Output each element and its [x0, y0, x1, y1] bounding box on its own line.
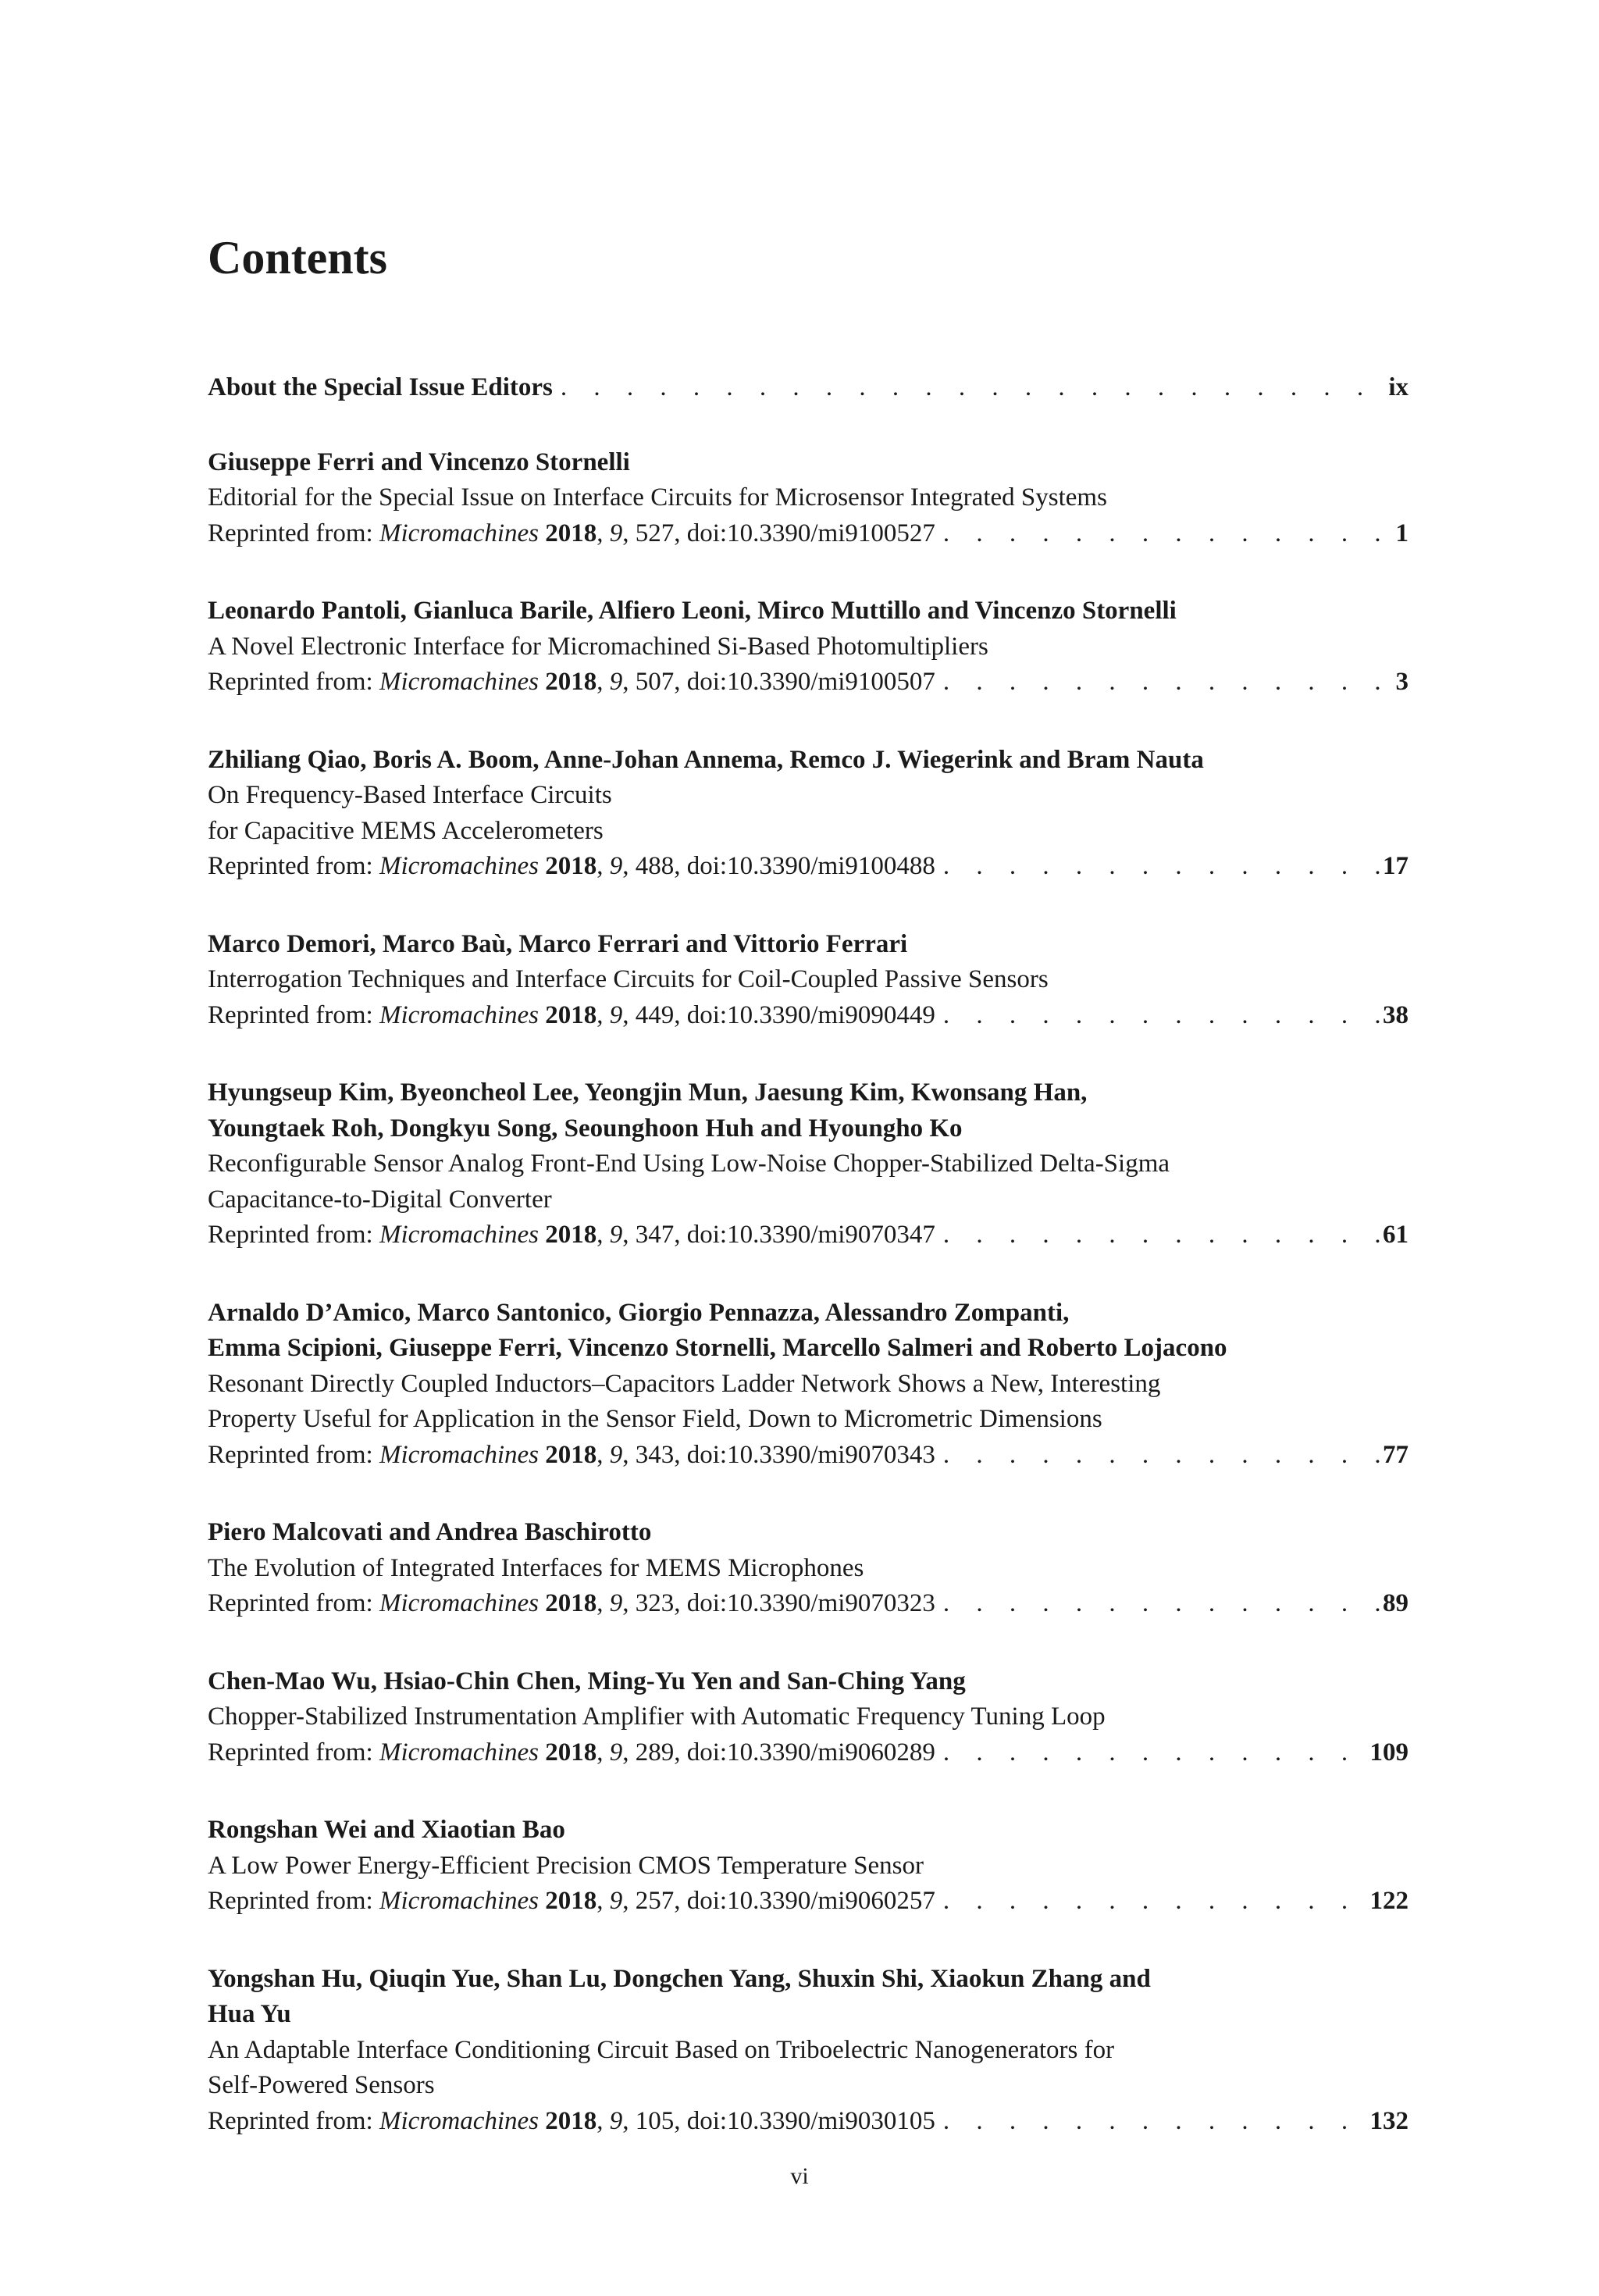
- entry-authors: Piero Malcovati and Andrea Baschirotto: [208, 1518, 652, 1546]
- entry-reprint-citation: [208, 1884, 935, 1920]
- citation-reprint-prefix: Reprinted from:: [208, 668, 379, 696]
- entry-reprint-row: [208, 665, 1408, 701]
- entry-reprint-citation: [208, 998, 935, 1034]
- entry-title: Reconfigurable Sensor Analog Front-End Using Low-Noise Chopper-Stabilized Delta-Sigma: [208, 1150, 1170, 1178]
- entry-reprint-citation: [208, 2104, 935, 2140]
- toc-entry-about: [208, 370, 1408, 406]
- citation-separator: ,: [597, 1440, 610, 1469]
- citation-year: 2018: [545, 2106, 597, 2135]
- entry-reprint-row: [208, 2104, 1408, 2140]
- citation-reprint-prefix: Reprinted from:: [208, 1589, 379, 1617]
- citation-rest: , 449, doi:10.3390/mi9090449: [622, 1000, 935, 1029]
- page-number: 1: [1395, 519, 1408, 547]
- entry-reprint-row: [208, 1586, 1408, 1622]
- citation-year: 2018: [545, 1440, 597, 1469]
- toc-entry: [208, 1813, 1408, 1920]
- entry-reprint-row: [208, 1218, 1408, 1253]
- page-number: 17: [1383, 852, 1408, 880]
- toc-entry: [208, 445, 1408, 552]
- contents-page: [208, 226, 1408, 2181]
- toc-entry: [208, 1664, 1408, 1771]
- entry-authors: Zhiliang Qiao, Boris A. Boom, Anne-Johan Annema, Remco J. Wiegerink and Bram Nauta: [208, 745, 1204, 774]
- page-number: 3: [1395, 668, 1408, 696]
- entry-authors: Marco Demori, Marco Baù, Marco Ferrari and Vittorio Ferrari: [208, 929, 908, 958]
- toc-entry: [208, 743, 1408, 885]
- entry-authors: Rongshan Wei and Xiaotian Bao: [208, 1816, 565, 1844]
- citation-year: 2018: [545, 852, 597, 880]
- citation-volume: 9: [609, 2106, 623, 2135]
- entry-authors: Yongshan Hu, Qiuqin Yue, Shan Lu, Dongchen Yang, Shuxin Shi, Xiaokun Zhang and: [208, 1964, 1151, 1993]
- toc-entries: [208, 445, 1408, 2140]
- entry-title: A Novel Electronic Interface for Micromachined Si-Based Photomultipliers: [208, 632, 988, 661]
- toc-entry: [208, 1075, 1408, 1253]
- entry-authors: Leonardo Pantoli, Gianluca Barile, Alfiero Leoni, Mirco Muttillo and Vincenzo Stornelli: [208, 597, 1177, 625]
- entry-title: Interrogation Techniques and Interface Circuits for Coil-Coupled Passive Sensors: [208, 965, 1049, 993]
- about-editors-label: About the Special Issue Editors: [208, 373, 553, 401]
- entry-reprint-row: [208, 516, 1408, 552]
- page-number: 109: [1369, 1738, 1408, 1767]
- citation-journal: Micromachines: [379, 1000, 540, 1029]
- dot-leader: [553, 370, 1385, 406]
- citation-rest: , 257, doi:10.3390/mi9060257: [622, 1887, 935, 1915]
- citation-separator: ,: [597, 1738, 610, 1767]
- citation-rest: , 527, doi:10.3390/mi9100527: [622, 519, 935, 547]
- citation-volume: 9: [609, 1738, 623, 1767]
- dot-leader: [935, 849, 1383, 885]
- dot-leader: [935, 2104, 1370, 2140]
- entry-reprint-citation: [208, 1218, 935, 1253]
- dot-leader: [935, 516, 1385, 552]
- citation-rest: , 347, doi:10.3390/mi9070347: [622, 1221, 935, 1249]
- citation-year: 2018: [545, 519, 597, 547]
- toc-entry: [208, 1515, 1408, 1622]
- citation-volume: 9: [609, 1887, 623, 1915]
- page-title: Contents: [208, 232, 388, 283]
- citation-reprint-prefix: Reprinted from:: [208, 1738, 379, 1767]
- footer-page-number: vi: [790, 2163, 809, 2189]
- entry-title: Resonant Directly Coupled Inductors–Capacitors Ladder Network Shows a New, Interesting: [208, 1369, 1161, 1398]
- citation-year: 2018: [545, 1000, 597, 1029]
- entry-title: Editorial for the Special Issue on Interface Circuits for Microsensor Integrated Systems: [208, 483, 1107, 512]
- citation-journal: Micromachines: [379, 852, 540, 880]
- citation-volume: 9: [609, 1440, 623, 1469]
- entry-reprint-row: [208, 1735, 1408, 1771]
- page-number: 89: [1383, 1589, 1408, 1617]
- citation-rest: , 488, doi:10.3390/mi9100488: [622, 852, 935, 880]
- entry-authors: Giuseppe Ferri and Vincenzo Stornelli: [208, 447, 630, 476]
- citation-rest: , 323, doi:10.3390/mi9070323: [622, 1589, 935, 1617]
- citation-journal: Micromachines: [379, 1440, 540, 1469]
- citation-reprint-prefix: Reprinted from:: [208, 1221, 379, 1249]
- entry-reprint-citation: [208, 516, 935, 552]
- entry-reprint-citation: [208, 1438, 935, 1474]
- page-number: 77: [1383, 1440, 1408, 1469]
- entry-reprint-citation: [208, 1586, 935, 1622]
- dot-leader: [935, 665, 1385, 701]
- dot-leader: [935, 998, 1383, 1034]
- toc-entry: [208, 927, 1408, 1034]
- entry-reprint-row: [208, 849, 1408, 885]
- entry-authors: Arnaldo D’Amico, Marco Santonico, Giorgio Pennazza, Alessandro Zompanti,: [208, 1298, 1070, 1327]
- citation-journal: Micromachines: [379, 1738, 540, 1767]
- citation-reprint-prefix: Reprinted from:: [208, 519, 379, 547]
- entry-reprint-citation: [208, 665, 935, 701]
- citation-rest: , 105, doi:10.3390/mi9030105: [622, 2106, 935, 2135]
- citation-reprint-prefix: Reprinted from:: [208, 1887, 379, 1915]
- citation-journal: Micromachines: [379, 519, 540, 547]
- citation-separator: ,: [597, 668, 610, 696]
- entry-reprint-citation: [208, 1735, 935, 1771]
- citation-volume: 9: [609, 852, 623, 880]
- citation-year: 2018: [545, 668, 597, 696]
- citation-rest: , 289, doi:10.3390/mi9060289: [622, 1738, 935, 1767]
- dot-leader: [935, 1884, 1370, 1920]
- entry-title: The Evolution of Integrated Interfaces for MEMS Microphones: [208, 1553, 864, 1582]
- entry-reprint-row: [208, 1884, 1408, 1920]
- citation-volume: 9: [609, 519, 623, 547]
- entry-authors: Emma Scipioni, Giuseppe Ferri, Vincenzo Stornelli, Marcello Salmeri and Roberto Lojacono: [208, 1334, 1227, 1362]
- entry-title: A Low Power Energy-Efficient Precision CMOS Temperature Sensor: [208, 1851, 924, 1880]
- dot-leader: [935, 1218, 1383, 1253]
- entry-authors: Hyungseup Kim, Byeoncheol Lee, Yeongjin Mun, Jaesung Kim, Kwonsang Han,: [208, 1078, 1088, 1107]
- dot-leader: [935, 1586, 1383, 1622]
- citation-year: 2018: [545, 1738, 597, 1767]
- citation-volume: 9: [609, 1589, 623, 1617]
- entry-title: Self-Powered Sensors: [208, 2071, 435, 2099]
- page-number: 38: [1383, 1000, 1408, 1029]
- page-number: 122: [1369, 1887, 1408, 1915]
- citation-reprint-prefix: Reprinted from:: [208, 852, 379, 880]
- citation-reprint-prefix: Reprinted from:: [208, 1000, 379, 1029]
- dot-leader: [935, 1735, 1370, 1771]
- citation-volume: 9: [609, 1221, 623, 1249]
- citation-volume: 9: [609, 1000, 623, 1029]
- dot-leader: [935, 1438, 1383, 1474]
- citation-reprint-prefix: Reprinted from:: [208, 1440, 379, 1469]
- citation-separator: ,: [597, 852, 610, 880]
- citation-year: 2018: [545, 1887, 597, 1915]
- citation-separator: ,: [597, 1221, 610, 1249]
- toc-entry: [208, 594, 1408, 701]
- citation-rest: , 343, doi:10.3390/mi9070343: [622, 1440, 935, 1469]
- entry-title: Property Useful for Application in the Sensor Field, Down to Micrometric Dimensions: [208, 1405, 1102, 1433]
- entry-authors: Chen-Mao Wu, Hsiao-Chin Chen, Ming-Yu Yen and San-Ching Yang: [208, 1667, 966, 1695]
- entry-reprint-row: [208, 1438, 1408, 1474]
- citation-reprint-prefix: Reprinted from:: [208, 2106, 379, 2135]
- toc-entry: [208, 1962, 1408, 2140]
- citation-year: 2018: [545, 1221, 597, 1249]
- citation-separator: ,: [597, 1887, 610, 1915]
- citation-journal: Micromachines: [379, 668, 540, 696]
- entry-title: An Adaptable Interface Conditioning Circuit Based on Triboelectric Nanogenerators for: [208, 2035, 1115, 2064]
- citation-separator: ,: [597, 2106, 610, 2135]
- citation-journal: Micromachines: [379, 2106, 540, 2135]
- citation-separator: ,: [597, 519, 610, 547]
- entry-title: Chopper-Stabilized Instrumentation Amplifier with Automatic Frequency Tuning Loop: [208, 1702, 1106, 1731]
- entry-authors: Youngtaek Roh, Dongkyu Song, Seounghoon Huh and Hyoungho Ko: [208, 1114, 963, 1143]
- entry-reprint-row: [208, 998, 1408, 1034]
- entry-title: On Frequency-Based Interface Circuits: [208, 781, 612, 809]
- entry-title: Capacitance-to-Digital Converter: [208, 1185, 552, 1214]
- toc-row-about: [208, 370, 1408, 406]
- toc-entry: [208, 1296, 1408, 1474]
- entry-title: for Capacitive MEMS Accelerometers: [208, 816, 604, 845]
- page-number: 132: [1369, 2106, 1408, 2135]
- citation-journal: Micromachines: [379, 1589, 540, 1617]
- citation-separator: ,: [597, 1589, 610, 1617]
- citation-year: 2018: [545, 1589, 597, 1617]
- page-number: 61: [1383, 1221, 1408, 1249]
- entry-authors: Hua Yu: [208, 2000, 291, 2028]
- citation-journal: Micromachines: [379, 1221, 540, 1249]
- citation-volume: 9: [609, 668, 623, 696]
- entry-reprint-citation: [208, 849, 935, 885]
- page-number: ix: [1388, 373, 1408, 401]
- citation-journal: Micromachines: [379, 1887, 540, 1915]
- citation-rest: , 507, doi:10.3390/mi9100507: [622, 668, 935, 696]
- citation-separator: ,: [597, 1000, 610, 1029]
